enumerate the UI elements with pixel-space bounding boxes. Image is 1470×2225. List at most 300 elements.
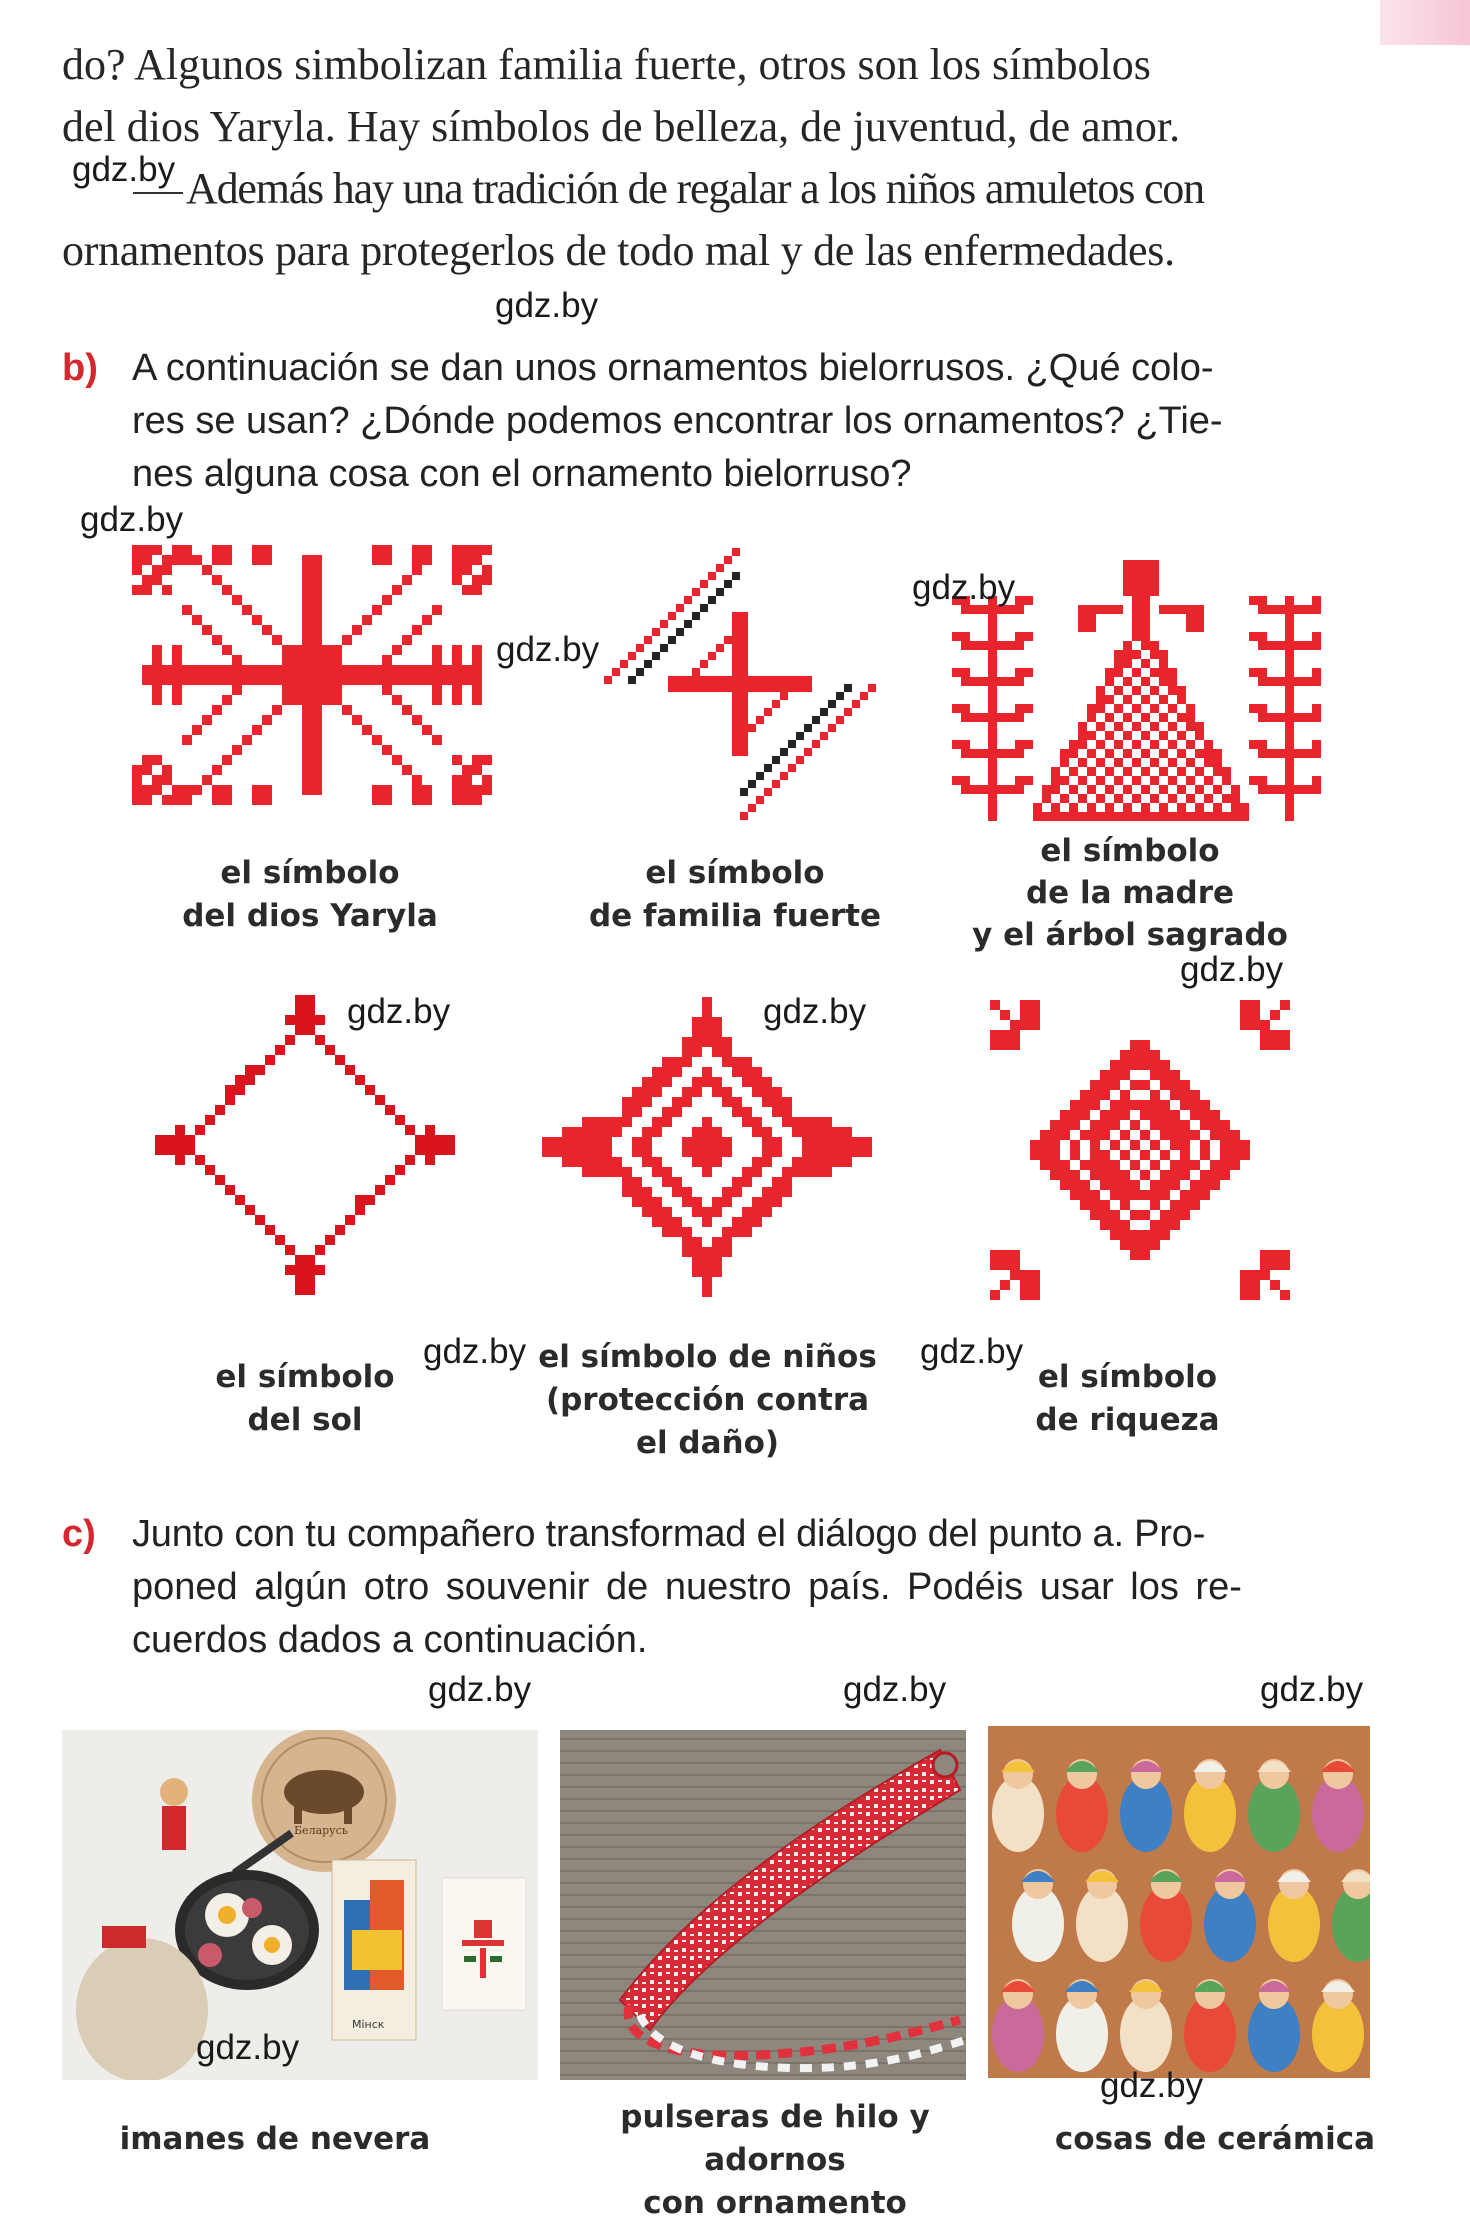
ornament-cell [1020,1270,1030,1280]
ornament-cell [1110,1230,1120,1240]
ornament-cell [462,545,472,555]
ornament-cell [412,665,422,675]
ornament-cell [708,684,716,692]
ornament-cell [692,1147,702,1157]
ornament-cell [672,1227,682,1237]
ornament-cell [142,585,152,595]
ornament-cell [1280,1260,1290,1270]
ornament-cell [1078,758,1087,767]
ornament-cell [1258,632,1267,641]
ornament-cell [1160,1180,1170,1190]
watermark: gdz.by [495,286,599,325]
ornament-cell [205,1165,215,1175]
ornament-cell [1285,695,1294,704]
ornament-cell [1213,749,1222,758]
ornament-cell [132,555,142,565]
caption-wealth: el símbolo de riqueza [1035,1359,1220,1438]
ornament-cell [365,1195,375,1205]
ornament-cell [315,1265,325,1275]
ornament-cell [742,1167,752,1177]
ornament-cell [732,1057,742,1067]
ornament-cell [1105,677,1114,686]
ornament-cell [255,1215,265,1225]
ornament-cell [302,675,312,685]
ornament-cell [452,785,462,795]
ornament-cell [762,1147,772,1157]
ornament-cell [1168,668,1177,677]
ornament-cell [642,1077,652,1087]
ornament-cell [1015,740,1024,749]
ornament-cell [452,655,462,665]
ornament-cell [1114,704,1123,713]
ornament-cell [1123,641,1132,650]
ornament-cell [402,665,412,675]
ornament-cell [732,660,740,668]
ornament-cell [612,668,620,676]
ornament-cell [742,1117,752,1127]
ornament-cell [1312,740,1321,749]
ornament-cell [792,1167,802,1177]
ornament-cell [1159,731,1168,740]
ornament-cell [552,1137,562,1147]
ornament-cell [142,765,152,775]
ornament-cell [961,677,970,686]
ornament-cell [1096,605,1105,614]
ornament-cell [1180,1160,1190,1170]
ornament-cell [1168,776,1177,785]
ornament-cell [202,675,212,685]
ornament-cell [1159,605,1168,614]
ornament-cell [1090,1130,1100,1140]
ornament-cell [1110,1140,1120,1150]
ornament-cell [1258,668,1267,677]
ornament-cell [202,775,212,785]
ornament-cell [700,660,708,668]
ornament-cell [832,1157,842,1167]
watermark: gdz.by [196,2028,300,2067]
ornament-cell [1180,1170,1190,1180]
ornament-cell [1230,1150,1240,1160]
ornament-cell [312,785,322,795]
ornament-cell [642,1207,652,1217]
ornament-cell [1177,686,1186,695]
ornament-cell [272,705,282,715]
ornament-cell [425,1135,435,1145]
ornament-cell [1140,1040,1150,1050]
ornament-cell [988,614,997,623]
ornament-cell [1114,659,1123,668]
ornament-cell [804,676,812,684]
ornament-cell [702,1287,712,1297]
ornament-cell [385,1105,395,1115]
ornament-cell [1132,740,1141,749]
ornament-cell [1260,1030,1270,1040]
ornament-cell [322,655,332,665]
ornament-cell [1150,1240,1160,1250]
ornament-cell [1020,1280,1030,1290]
ornament-cell [732,572,740,580]
ornament-cell [1132,812,1141,821]
ornament-cell [1051,785,1060,794]
ornament-cell [788,684,796,692]
ornament-cell [712,1267,722,1277]
magnet-minsk-text: Мінск [352,2018,385,2031]
ornament-cell [292,655,302,665]
ornament-cell [165,1145,175,1155]
ornament-cell [352,675,362,685]
ornament-cell [1114,650,1123,659]
ornament-cell [961,713,970,722]
ornament-cell [312,705,322,715]
ornament-cell [988,785,997,794]
ornament-cell [355,1195,365,1205]
ornament-cell [472,685,482,695]
ornament-cell [748,724,756,732]
ornament-cell [1312,704,1321,713]
ornament-cell [382,555,392,565]
ornament-cell [1180,1120,1190,1130]
ornament-cell [1180,1210,1190,1220]
ornament-cell [482,575,492,585]
ornament-cell [740,732,748,740]
ornament-cell [202,565,212,575]
ornament-cell [1070,1190,1080,1200]
ornament-cell [1210,1180,1220,1190]
ornament-cell [1213,767,1222,776]
ornament-cell [762,1207,772,1217]
ornament-cell [162,775,172,785]
ornament-cell [1110,1070,1120,1080]
ornament-cell [740,668,748,676]
ornament-cell [662,1067,672,1077]
ornament-cell [1159,713,1168,722]
ornament-cell [812,1127,822,1137]
ornament-cell [1110,1080,1120,1090]
ornament-cell [1280,1040,1290,1050]
ornament-cell [764,684,772,692]
ornament-cell [988,641,997,650]
ornament-cell [162,795,172,805]
ornament-cell [352,715,362,725]
ornament-cell [292,675,302,685]
ornament-cell [1040,1140,1050,1150]
ornament-cell [395,1165,405,1175]
caption-sun: el símbolo del sol [215,1359,395,1438]
ornament-cell [682,1137,692,1147]
ornament-cell [312,565,322,575]
ornament-cell [472,555,482,565]
ornament-cell [990,1040,1000,1050]
ornament-cell [422,545,432,555]
ornament-cell [1285,758,1294,767]
ornament-cell [988,803,997,812]
caption-yaryla: el símbolo del dios Yaryla [182,855,438,934]
ornament-cell [582,1137,592,1147]
ornament-cell [242,735,252,745]
ornament-cell [342,665,352,675]
ornament-cell [452,755,462,765]
ornament-cell [1159,803,1168,812]
ornament-cell [1130,1210,1140,1220]
ornament-cell [1270,1030,1280,1040]
ornament-cell [1150,776,1159,785]
ornament-cell [1060,1180,1070,1190]
ornament-cell [312,585,322,595]
ornament-cell [1200,1190,1210,1200]
ornament-cell [804,684,812,692]
ornament-cell [172,645,182,655]
ornament-cell [1070,1110,1080,1120]
ornament-cell [724,580,732,588]
ornament-cell [1220,1120,1230,1130]
ornament-cell [1150,1110,1160,1120]
ornament-cell [315,1245,325,1255]
ornament-cell [335,1225,345,1235]
ornament-cell [1160,1150,1170,1160]
ornament-cell [322,645,332,655]
ornament-cell [222,585,232,595]
ornament-cell [1204,740,1213,749]
ornament-cell [1130,1240,1140,1250]
ornament-cell [1195,614,1204,623]
ornament-cell [162,665,172,675]
ornament-cell [342,675,352,685]
ornament-cell [1186,623,1195,632]
ornament-cell [702,1117,712,1127]
ornament-cell [602,1167,612,1177]
caption-ceramics: cosas de cerámica [1054,2121,1376,2157]
ornament-cell [1195,731,1204,740]
ornament-cell [1285,596,1294,605]
ornament-cell [732,1217,742,1227]
ornament-cell [988,767,997,776]
ornament-cell [1087,614,1096,623]
ornament-cell [780,772,788,780]
ornament-cell [988,632,997,641]
ornament-cell [322,685,332,695]
ornament-cell [1096,722,1105,731]
ornament-cell [1150,1200,1160,1210]
ornament-cell [1123,578,1132,587]
ornament-cell [822,1137,832,1147]
ornament-cell [452,665,462,675]
ornament-cell [212,705,222,715]
ornament-cell [1000,1280,1010,1290]
ornament-cell [702,1077,712,1087]
ornament-cell [1177,767,1186,776]
ornament-cell [1150,740,1159,749]
ornament-cell [425,1155,435,1165]
ornament-cell [1051,803,1060,812]
ornament-cell [632,1177,642,1187]
ornament-cell [1170,1220,1180,1230]
ornament-cell [682,1197,692,1207]
ornament-cell [632,1137,642,1147]
ornament-cell [252,725,262,735]
ornament-cell [412,785,422,795]
ornament-cell [262,545,272,555]
ornament-cell [740,620,748,628]
ornament-cell [712,1247,722,1257]
ornament-cell [582,1117,592,1127]
ornament-cell [182,545,192,555]
ornament-cell [1120,1230,1130,1240]
ornament-cell [212,575,222,585]
ornament-cell [312,555,322,565]
ornament-cell [644,660,652,668]
ornament-cell [302,735,312,745]
ornament-cell [312,695,322,705]
figurine-scarf [1321,1981,1355,1992]
ornament-cell [722,1097,732,1107]
ornament-cell [362,725,372,735]
ornament-cell [152,785,162,795]
ornament-cell [1249,740,1258,749]
section-c-line-2: poned algún otro souvenir de nuestro país. Podéis usar los re- [132,1566,1242,1608]
ornament-cell [402,635,412,645]
ornament-cell [305,1255,315,1265]
ornament-cell [312,675,322,685]
ornament-cell [1200,1170,1210,1180]
ornament-cell [422,795,432,805]
ornament-cell [988,668,997,677]
ornament-cell [132,565,142,575]
ornament-cell [1110,1110,1120,1120]
ornament-cell [462,665,472,675]
ornament-cell [1213,803,1222,812]
ornament-cell [732,732,740,740]
ornament-cell [1150,1070,1160,1080]
ornament-cell [1090,1090,1100,1100]
ornament-cell [452,695,462,705]
ornament-cell [632,1107,642,1117]
ornament-cell [175,1135,185,1145]
ornament-cell [1078,623,1087,632]
ornament-cell [762,1097,772,1107]
ornament-cell [802,1117,812,1127]
ornament-cell [142,545,152,555]
ornament-cell [1141,623,1150,632]
ornament-cell [712,1077,722,1087]
ornament-cell [282,685,292,695]
ornament-cell [452,545,462,555]
ornament-cell [1150,1060,1160,1070]
ornament-cell [1168,722,1177,731]
ornament-cell [1130,1190,1140,1200]
ornament-cell [1303,713,1312,722]
ornament-cell [412,545,422,555]
ornament-cell [852,1147,862,1157]
ornament-cell [642,1137,652,1147]
ornament-cell [702,1267,712,1277]
ornament-cell [392,645,402,655]
ornament-cell [732,708,740,716]
ornament-cell [1110,1100,1120,1110]
ornament-cell [1069,803,1078,812]
ornament-cell [832,1147,842,1157]
ornament-cell [740,692,748,700]
watermark: gdz.by [80,500,184,539]
ornament-cell [988,794,997,803]
ornament-cell [285,1035,295,1045]
ornament-cell [672,1107,682,1117]
ornament-cell [662,1077,672,1087]
ornament-cell [1141,596,1150,605]
ornament-cell [716,684,724,692]
ornament-cell [1130,1060,1140,1070]
ornament-cell [1130,1080,1140,1090]
ornament-cell [1285,803,1294,812]
ornament-cell [1160,1070,1170,1080]
ornament-cell [132,585,142,595]
ornament-cell [792,1157,802,1167]
ornament-cell [804,724,812,732]
figurine-scarf [1213,1871,1247,1882]
ornament-cell [1267,785,1276,794]
ornament-cell [1105,812,1114,821]
ornament-cell [1132,758,1141,767]
ornament-cell [305,1265,315,1275]
ornament-cell [1141,695,1150,704]
ornament-cell [1130,1230,1140,1240]
ornament-cell [1024,668,1033,677]
ornament-cell [1186,812,1195,821]
ornament-cell [262,555,272,565]
ornament-children [522,997,897,1297]
ornament-cell [1069,740,1078,749]
watermark: gdz.by [1100,2066,1204,2105]
ornament-cell [712,1147,722,1157]
ornament-cell [684,684,692,692]
ornament-cell [1110,1160,1120,1170]
ornament-cell [742,1227,752,1237]
ornament-cell [692,588,700,596]
ornament-cell [1150,578,1159,587]
ornament-cell [652,1167,662,1177]
ornament-cell [812,716,820,724]
ornament-cell [742,1057,752,1067]
ornament-cell [1132,722,1141,731]
ornament-cell [1140,1130,1150,1140]
ornament-cell [1132,596,1141,605]
ornament-cell [1285,722,1294,731]
ornament-cell [1249,704,1258,713]
ornament-cell [1141,713,1150,722]
ornament-cell [772,756,780,764]
ornament-cell [692,1027,702,1037]
ornament-cell [1240,1270,1250,1280]
ornament-cell [312,575,322,585]
ornament-cell [772,676,780,684]
ornament-cell [1231,812,1240,821]
ornament-cell [1200,1150,1210,1160]
ornament-cell [282,695,292,705]
ornament-cell [302,755,312,765]
ornament-cell [1110,1120,1120,1130]
ornament-cell [1080,1180,1090,1190]
ornament-cell [1250,1280,1260,1290]
ornament-cell [684,676,692,684]
ornament-cell [142,575,152,585]
ornament-cell [632,1187,642,1197]
ornament-cell [422,675,432,685]
ornament-cell [1050,1130,1060,1140]
ornament-cell [1160,1080,1170,1090]
ornament-cell [462,795,472,805]
ornament-cell [1168,704,1177,713]
ornament-cell [1150,668,1159,677]
ornament-cell [1177,803,1186,812]
